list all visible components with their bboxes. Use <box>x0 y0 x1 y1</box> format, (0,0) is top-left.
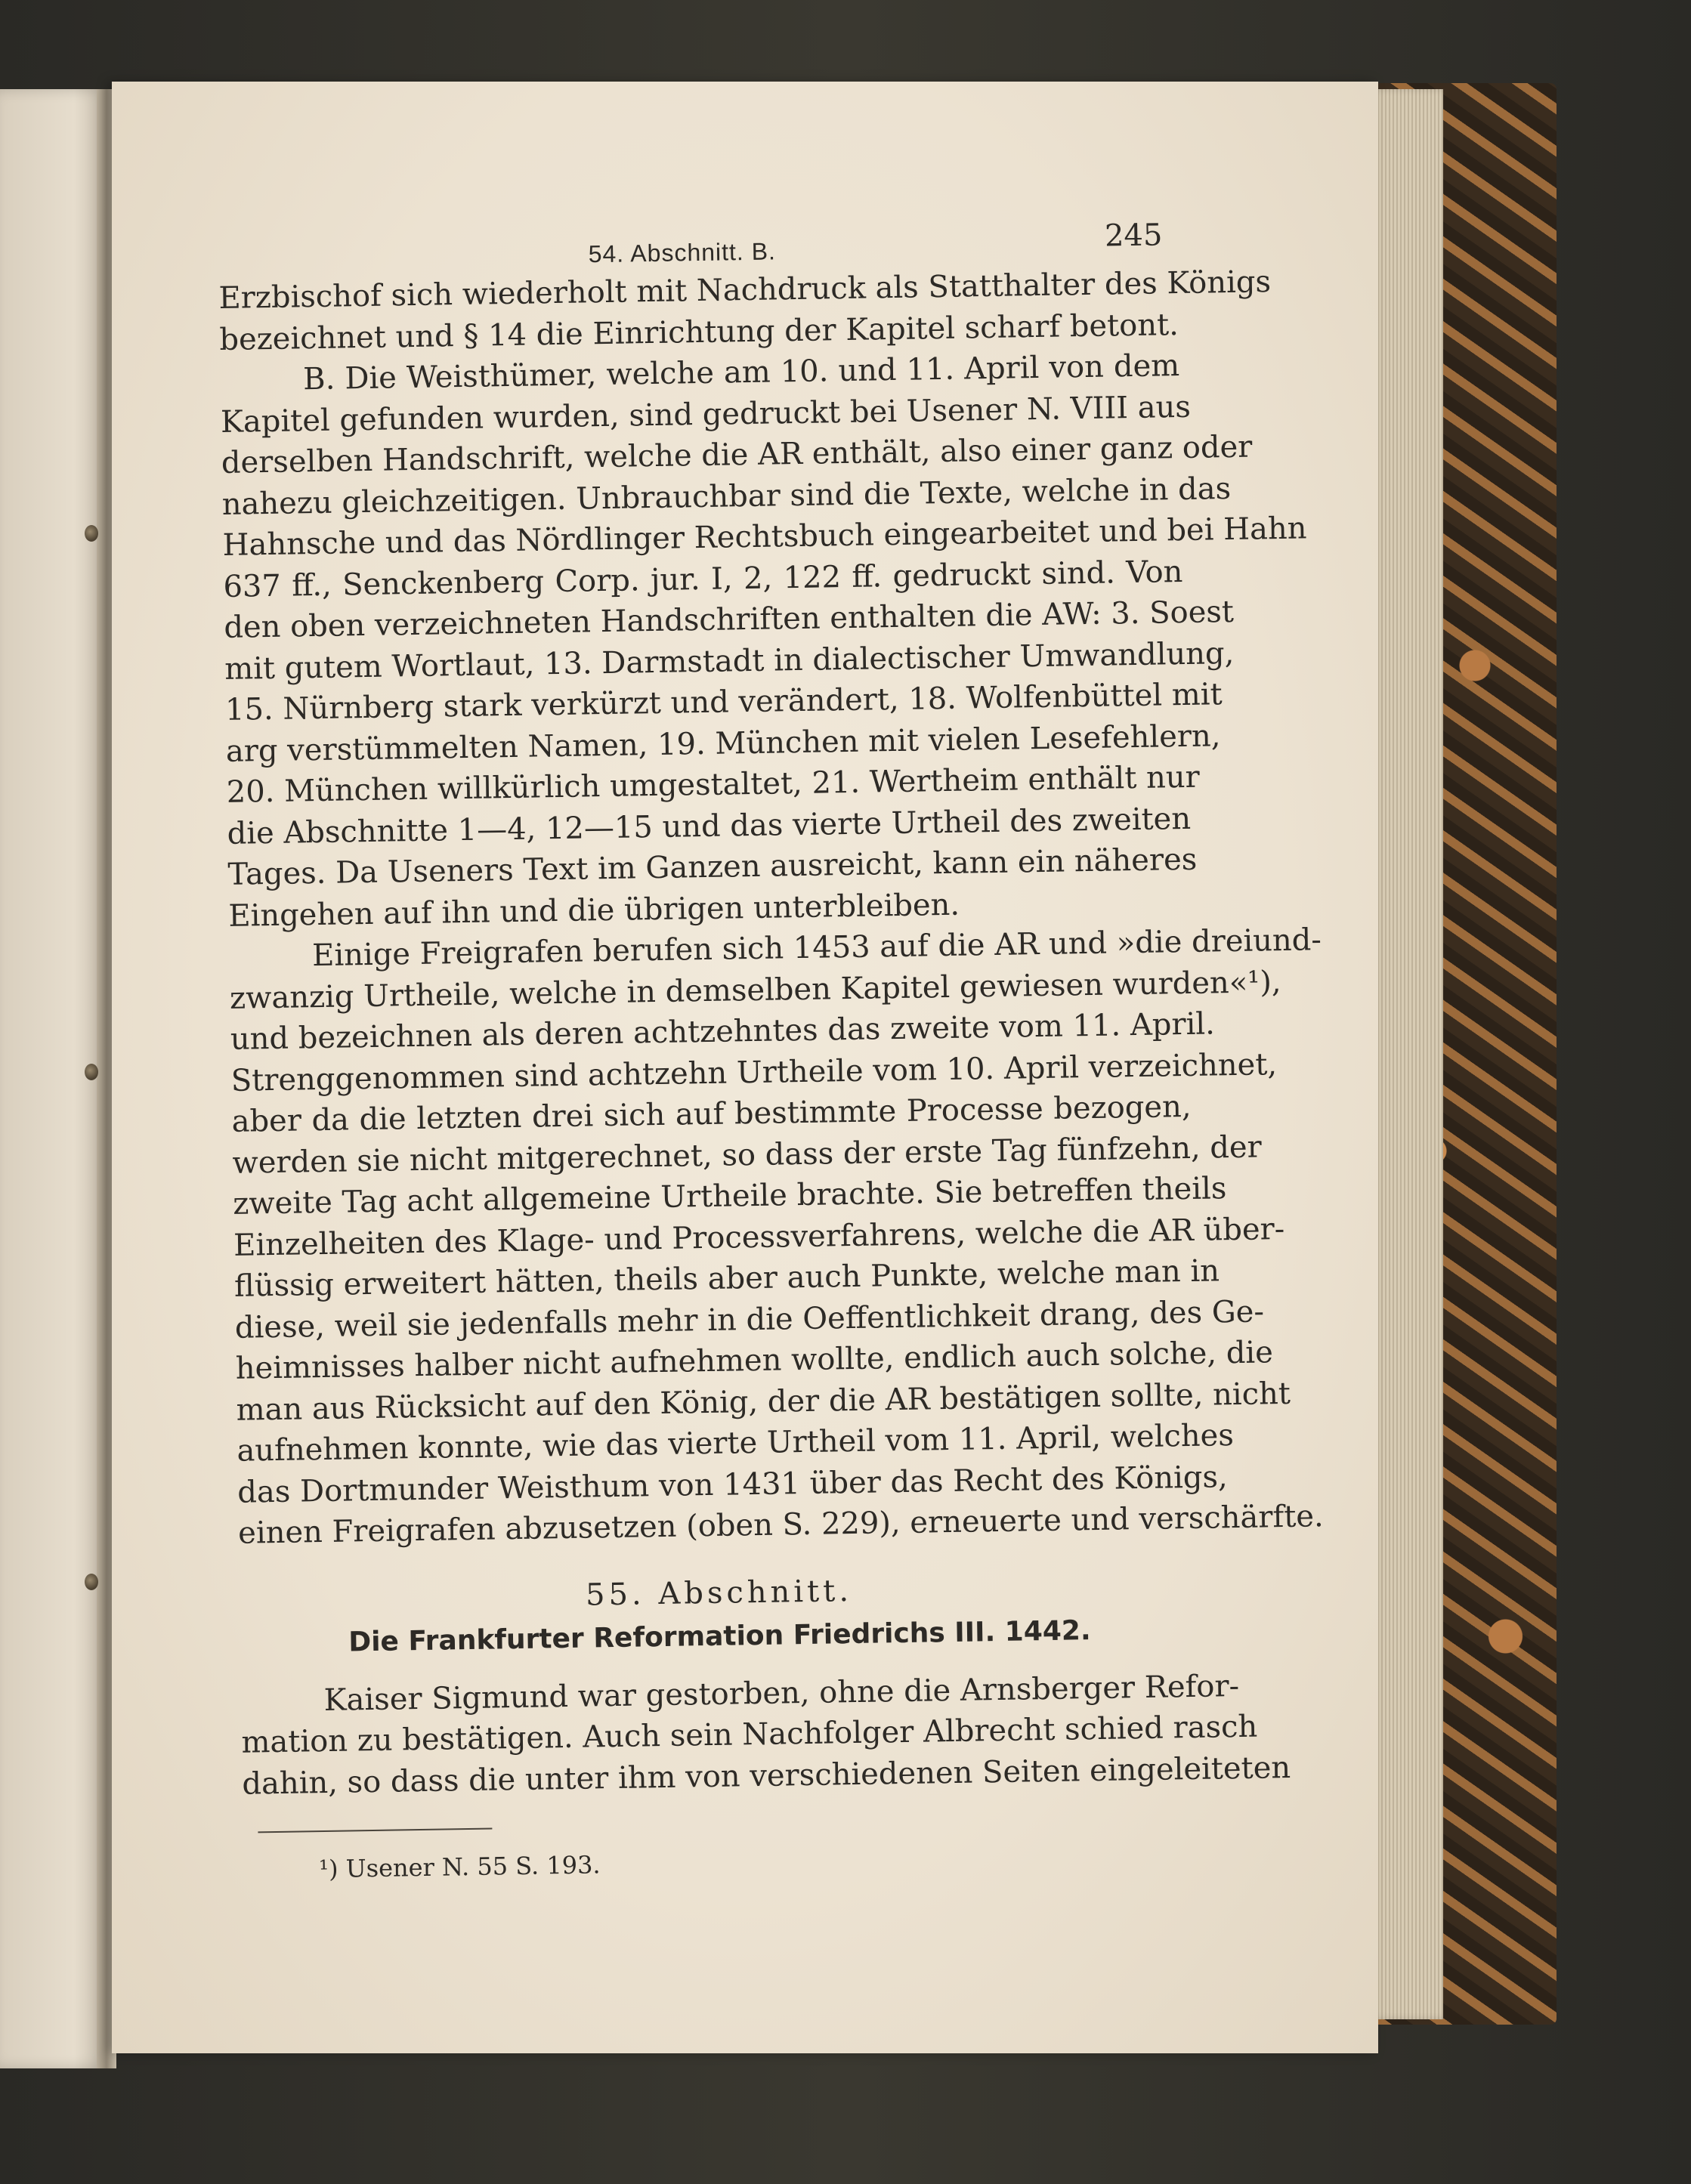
page-number: 245 <box>1104 218 1163 254</box>
text-line: 637 ff., Senckenberg Corp. jur. I, 2, 122 ff. gedruckt sind. Von <box>223 554 1183 604</box>
text-line: arg verstümmelten Namen, 19. München mit vielen Lesefehlern, <box>225 718 1221 769</box>
section-subtitle: Die Frankfurter Reformation Friedrichs III. 1442. <box>348 1614 1091 1658</box>
text-line: 15. Nürnberg stark verkürzt und verändert, 18. Wolfenbüttel mit <box>224 677 1223 727</box>
text-line: flüssig erweitert hätten, theils aber auch Punkte, welche man in <box>233 1253 1220 1304</box>
text-line: diese, weil sie jedenfalls mehr in die Oeffentlichkeit drang, des Ge- <box>234 1293 1265 1345</box>
binding-staple <box>85 1064 98 1080</box>
text-line: dahin, so dass die unter ihm von verschiedenen Seiten eingeleiteten <box>242 1750 1291 1802</box>
text-line: das Dortmunder Weisthum von 1431 über das Recht des Königs, <box>236 1459 1229 1510</box>
text-line: Hahnsche und das Nördlinger Rechtsbuch eingearbeitet und bei Hahn <box>222 511 1307 563</box>
section-title: 55. Abschnitt. <box>585 1573 853 1613</box>
text-line: Eingehen auf ihn und die übrigen unterbleiben. <box>228 887 960 934</box>
text-line: und bezeichnen als deren achtzehntes das zweite vom 11. April. <box>230 1006 1216 1057</box>
paragraph <box>240 1666 1291 1804</box>
paragraph <box>218 263 1272 360</box>
text-line: Erzbischof sich wiederholt mit Nachdruck als Statthalter des Königs <box>218 264 1272 316</box>
text-line: Kapitel gefunden wurden, sind gedruckt bei Usener N. VIII aus <box>220 389 1192 440</box>
text-line: mation zu bestätigen. Auch sein Nachfolger Albrecht schied rasch <box>241 1709 1258 1760</box>
text-line: Einige Freigrafen berufen sich 1453 auf die AR und »die dreiund- <box>311 922 1322 974</box>
footnote-rule <box>258 1828 492 1833</box>
text-line: aber da die letzten drei sich auf bestimmte Processe bezogen, <box>231 1089 1192 1139</box>
text-line: zweite Tag acht allgemeine Urtheile brachte. Sie betreffen theils <box>232 1171 1227 1222</box>
header-title: 54. Abschnitt. B. <box>588 237 777 268</box>
text-line: die Abschnitte 1—4, 12—15 und das vierte Urtheil des zweiten <box>227 801 1192 851</box>
text-line: werden sie nicht mitgerechnet, so dass der erste Tag fünfzehn, der <box>232 1129 1263 1181</box>
text-line: 20. München willkürlich umgestaltet, 21. Wertheim enthält nur <box>226 759 1201 810</box>
text-line: einen Freigrafen abzusetzen (oben S. 229), erneuerte und verschärfte. <box>237 1499 1325 1551</box>
paragraph <box>229 922 1325 1554</box>
text-line: B. Die Weisthümer, welche am 10. und 11. April von dem <box>302 348 1180 397</box>
binding-staple <box>85 1574 98 1590</box>
binding-staple <box>85 525 98 542</box>
text-line: mit gutem Wortlaut, 13. Darmstadt in dialectischer Umwandlung, <box>224 635 1235 687</box>
page-text <box>218 210 1325 1892</box>
footnote: ¹) Usener N. 55 S. 193. <box>318 1850 601 1884</box>
paragraph <box>220 345 1307 937</box>
text-line: zwanzig Urtheile, welche in demselben Kapitel gewiesen wurden«¹), <box>229 964 1281 1016</box>
text-line: Tages. Da Useners Text im Ganzen ausreicht, kann ein näheres <box>227 842 1198 892</box>
text-line: derselben Handschrift, welche die AR enthält, also einer ganz oder <box>221 429 1253 480</box>
text-line: heimnisses halber nicht aufnehmen wollte, endlich auch solche, die <box>235 1335 1274 1386</box>
book-page <box>112 82 1378 2053</box>
text-line: Kaiser Sigmund war gestorben, ohne die Arnsberger Refor- <box>323 1668 1240 1718</box>
text-line: man aus Rücksicht auf den König, der die AR bestätigen sollte, nicht <box>236 1376 1291 1428</box>
text-line: bezeichnet und § 14 die Einrichtung der Kapitel scharf betont. <box>219 307 1179 357</box>
text-line: aufnehmen konnte, wie das vierte Urtheil vom 11. April, welches <box>236 1418 1235 1469</box>
text-line: nahezu gleichzeitigen. Unbrauchbar sind die Texte, welche in das <box>221 471 1232 522</box>
text-line: den oben verzeichneten Handschriften enthalten die AW: 3. Soest <box>224 594 1235 645</box>
text-line: Einzelheiten des Klage- und Processverfahrens, welche die AR über- <box>233 1211 1285 1263</box>
text-line: Strenggenommen sind achtzehn Urtheile vom 10. April verzeichnet, <box>230 1046 1278 1098</box>
